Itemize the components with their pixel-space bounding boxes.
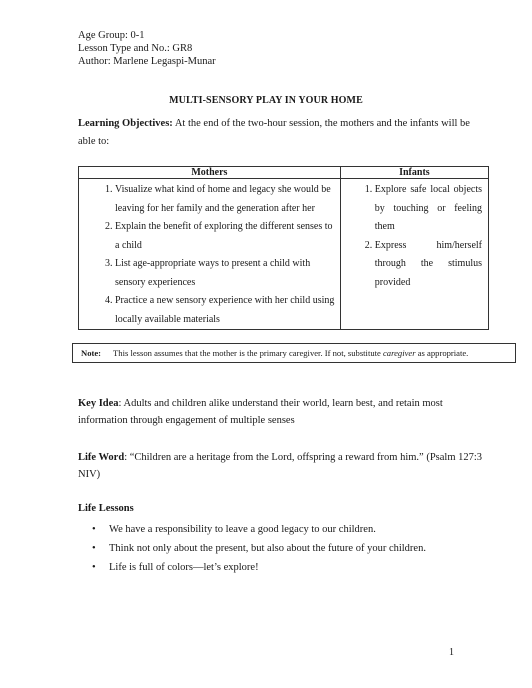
list-item	[92, 558, 426, 577]
key-idea-text: : Adults and children alike understand their world, learn best, and retain most information through engagement of multiple senses	[78, 398, 443, 426]
page-title: MULTI-SENSORY PLAY IN YOUR HOME	[169, 95, 363, 106]
lesson-type: Lesson Type and No.: GR8	[78, 43, 193, 54]
objectives-table	[78, 166, 489, 330]
life-lessons-heading: Life Lessons	[78, 503, 134, 514]
note-label: Note:	[81, 348, 102, 358]
learning-objectives	[78, 115, 478, 151]
mothers-list	[79, 179, 340, 329]
author: Author: Marlene Legaspi-Munar	[78, 56, 216, 67]
list-item: 2. Express him/herself through the stimulus provided	[375, 237, 482, 293]
mothers-cell	[79, 179, 341, 330]
objectives-label: Learning Objectives:	[78, 118, 173, 129]
key-idea	[78, 395, 490, 429]
bullet-icon: •	[92, 543, 96, 554]
bullet-icon: •	[92, 562, 96, 573]
header-mothers: Mothers	[79, 167, 341, 179]
note-box	[72, 343, 516, 363]
life-word-text: : “Children are a heritage from the Lord, offspring a reward from him.” (Psalm 127:3 NIV)	[78, 452, 483, 480]
list-item: 2. Explain the benefit of exploring the different senses to a child	[115, 218, 336, 255]
lesson-text: Life is full of colors—let’s explore!	[109, 562, 259, 573]
infants-cell	[340, 179, 488, 330]
note-text-before: This lesson assumes that the mother is the primary caregiver. If not, substitute	[113, 348, 383, 358]
life-word	[78, 449, 490, 483]
list-item: 3. List age-appropriate ways to present a child with sensory experiences	[115, 255, 336, 292]
infants-list	[341, 179, 488, 294]
lesson-text: We have a responsibility to leave a good legacy to our children.	[109, 524, 376, 535]
life-lessons-list	[78, 520, 426, 577]
table-header-row	[79, 167, 489, 179]
table-row	[79, 179, 489, 330]
age-group: Age Group: 0-1	[78, 30, 145, 41]
note-text	[113, 348, 468, 358]
life-word-label: Life Word	[78, 452, 125, 463]
page-number: 1	[449, 647, 454, 658]
objectives-text: At the end of the two-hour session, the mothers and the infants will be able to:	[78, 118, 470, 147]
lesson-text: Think not only about the present, but also about the future of your children.	[109, 543, 426, 554]
lesson-header	[78, 29, 216, 68]
note-text-after: as appropriate.	[415, 348, 469, 358]
key-idea-label: Key Idea	[78, 398, 119, 409]
note-italic-word: caregiver	[382, 348, 416, 358]
list-item: 1. Explore safe local objects by touching or feeling them	[375, 181, 482, 237]
bullet-icon: •	[92, 524, 96, 535]
list-item	[92, 520, 426, 539]
list-item: 1. Visualize what kind of home and legacy she would be leaving for her family and the generation after her	[115, 181, 336, 218]
list-item: 4. Practice a new sensory experience with her child using locally available materials	[115, 292, 336, 329]
list-item	[92, 539, 426, 558]
header-infants: Infants	[340, 167, 488, 179]
